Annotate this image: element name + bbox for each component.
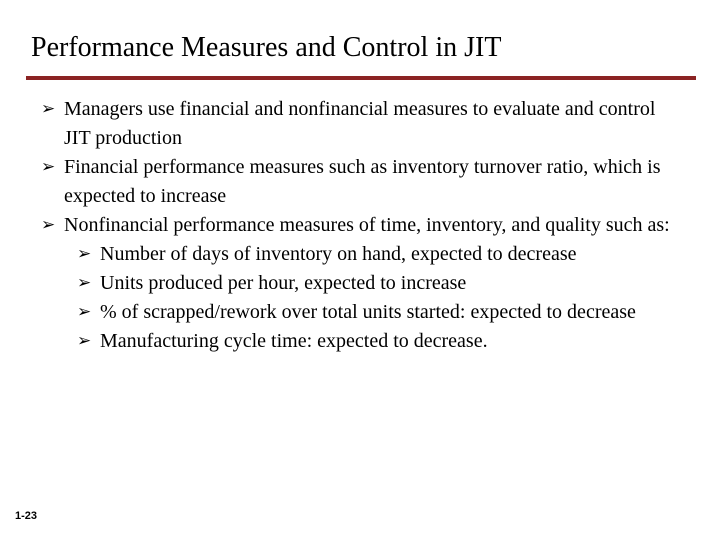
arrowhead-icon: ➢ [77, 273, 92, 293]
title-underline [26, 76, 696, 80]
bullet-list [0, 95, 720, 356]
slide-title: Performance Measures and Control in JIT [31, 32, 502, 63]
sub-bullet-item [0, 240, 720, 269]
bullet-text: Nonfinancial performance measures of time, inventory, and quality such as: [64, 214, 670, 236]
arrowhead-icon: ➢ [41, 215, 56, 235]
sub-bullet-text: Number of days of inventory on hand, expected to decrease [100, 243, 577, 265]
slide-number: 1-23 [15, 510, 38, 522]
sub-bullet-item [0, 298, 720, 327]
sub-bullet-text: Manufacturing cycle time: expected to decrease. [100, 330, 488, 352]
arrowhead-icon: ➢ [41, 157, 56, 177]
bullet-item [0, 153, 720, 211]
bullet-text: Financial performance measures such as inventory turnover ratio, which is expected to increase [64, 156, 661, 207]
bullet-item [0, 211, 720, 240]
sub-bullet-item [0, 327, 720, 356]
bullet-text: Managers use financial and nonfinancial measures to evaluate and control JIT production [64, 98, 656, 149]
bullet-item [0, 95, 720, 153]
sub-bullet-item [0, 269, 720, 298]
arrowhead-icon: ➢ [41, 99, 56, 119]
arrowhead-icon: ➢ [77, 331, 92, 351]
sub-bullet-text: % of scrapped/rework over total units started: expected to decrease [100, 301, 636, 323]
arrowhead-icon: ➢ [77, 302, 92, 322]
arrowhead-icon: ➢ [77, 244, 92, 264]
sub-bullet-text: Units produced per hour, expected to increase [100, 272, 467, 294]
